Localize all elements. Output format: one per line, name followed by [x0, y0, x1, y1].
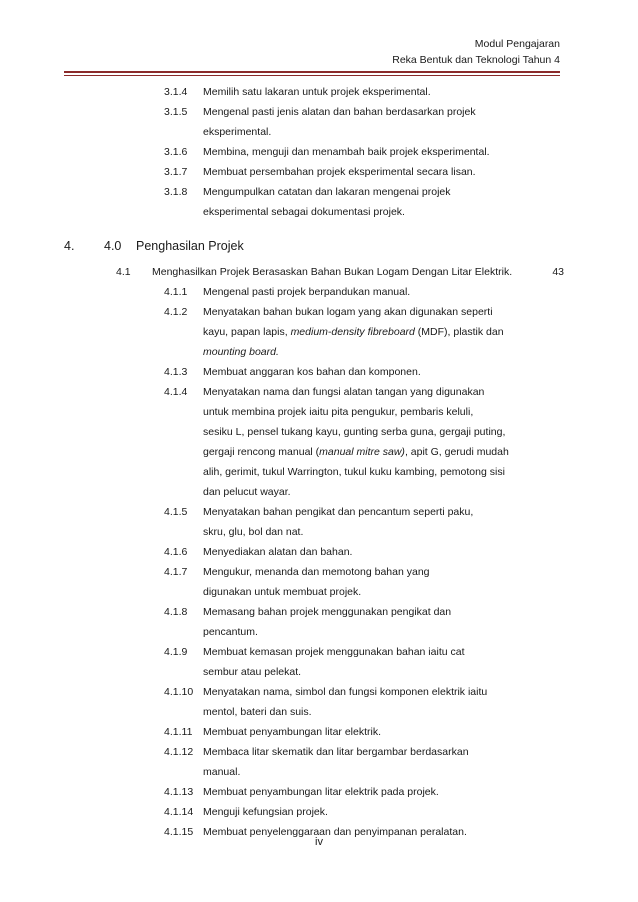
item-text-part: (MDF), plastik dan [414, 326, 504, 338]
item-text [203, 322, 543, 342]
item-number: 4.1.2 [164, 306, 188, 318]
item-text: Memilih satu lakaran untuk projek eksperimental. [203, 86, 431, 98]
item-text: Menyatakan nama, simbol dan fungsi komponen elektrik iaitu [203, 686, 488, 698]
item-number: 4.1.15 [164, 826, 194, 838]
item-text: Membuat penyelenggaraan dan penyimpanan peralatan. [203, 826, 467, 838]
item-text: manual. [203, 766, 241, 778]
item-number: 3.1.5 [164, 106, 188, 118]
toc-content [0, 82, 638, 842]
item-text: Membuat persembahan projek eksperimental secara lisan. [203, 166, 476, 178]
header-rule-thin [64, 75, 560, 76]
item-number: 4.1.7 [164, 566, 188, 578]
toc-item [0, 282, 638, 302]
toc-item [0, 722, 638, 742]
item-text [203, 342, 543, 362]
toc-item [0, 682, 638, 722]
item-text: Mengumpulkan catatan dan lakaran mengenai projek [203, 186, 451, 198]
toc-item [0, 382, 638, 502]
item-text-italic: medium-density fibreboard [290, 326, 415, 338]
item-text: untuk membina projek iaitu pita pengukur, pembaris keluli, [203, 406, 474, 418]
item-number: 4.1.1 [164, 286, 188, 298]
toc-item [0, 802, 638, 822]
item-text: Mengenal pasti projek berpandukan manual. [203, 286, 411, 298]
item-text: Membuat kemasan projek menggunakan bahan iaitu cat [203, 646, 465, 658]
item-text: digunakan untuk membuat projek. [203, 586, 362, 598]
toc-item [0, 542, 638, 562]
toc-item [0, 102, 638, 142]
subsection-heading [0, 262, 638, 282]
item-text: Menyatakan nama dan fungsi alatan tangan yang digunakan [203, 386, 485, 398]
item-text: Membuat anggaran kos bahan dan komponen. [203, 366, 421, 378]
item-text: Menguji kefungsian projek. [203, 806, 328, 818]
toc-item [0, 782, 638, 802]
toc-item [0, 302, 638, 362]
header-module-title: Modul Pengajaran [474, 38, 560, 50]
item-number: 4.1.14 [164, 806, 194, 818]
item-number: 4.1.12 [164, 746, 194, 758]
header-rule [64, 71, 560, 73]
item-number: 4.1.5 [164, 506, 188, 518]
page-header [392, 36, 560, 68]
toc-item [0, 162, 638, 182]
item-number: 4.1.6 [164, 546, 188, 558]
item-text: Membaca litar skematik dan litar bergambar berdasarkan [203, 746, 469, 758]
toc-item [0, 562, 638, 602]
item-number: 3.1.6 [164, 146, 188, 158]
item-text: Memasang bahan projek menggunakan pengikat dan [203, 606, 452, 618]
toc-item [0, 182, 638, 222]
item-text: dan pelucut wayar. [203, 486, 291, 498]
item-text-part: gergaji rencong manual ( [203, 446, 320, 458]
item-text: Mengenal pasti jenis alatan dan bahan berdasarkan projek [203, 106, 476, 118]
item-number: 3.1.7 [164, 166, 188, 178]
toc-item [0, 742, 638, 782]
section-title: Penghasilan Projek [136, 239, 244, 253]
toc-item [0, 602, 638, 642]
item-text: eksperimental sebagai dokumentasi projek. [203, 206, 405, 218]
subsection-page-number: 43 [552, 266, 564, 278]
item-text: sesiku L, pensel tukang kayu, gunting serba guna, gergaji puting, [203, 426, 506, 438]
section-heading [0, 236, 638, 256]
item-text: skru, glu, bol dan nat. [203, 526, 304, 538]
item-number: 4.1.9 [164, 646, 188, 658]
toc-item [0, 502, 638, 542]
item-text-part: , apit G, gerudi mudah [404, 446, 509, 458]
item-text: Membuat penyambungan litar elektrik pada projek. [203, 786, 439, 798]
section-index: 4. [64, 239, 75, 253]
item-text: Membuat penyambungan litar elektrik. [203, 726, 382, 738]
item-number: 3.1.8 [164, 186, 188, 198]
item-number: 3.1.4 [164, 86, 188, 98]
item-text: alih, gerimit, tukul Warrington, tukul kuku kambing, pemotong sisi [203, 466, 505, 478]
toc-item [0, 642, 638, 682]
item-number: 4.1.10 [164, 686, 194, 698]
item-text: Mengukur, menanda dan memotong bahan yang [203, 566, 430, 578]
toc-item [0, 142, 638, 162]
toc-item [0, 362, 638, 382]
item-text-part: kayu, papan lapis, [203, 326, 291, 338]
item-number: 4.1.8 [164, 606, 188, 618]
item-number: 4.1.4 [164, 386, 188, 398]
item-text-italic: mounting board. [203, 346, 279, 358]
item-text [203, 442, 543, 462]
item-text-italic: manual mitre saw) [319, 446, 405, 458]
item-text: eksperimental. [203, 126, 272, 138]
toc-item [0, 82, 638, 102]
subsection-title: Menghasilkan Projek Berasaskan Bahan Bukan Logam Dengan Litar Elektrik. [152, 266, 513, 278]
item-text: Membina, menguji dan menambah baik projek eksperimental. [203, 146, 490, 158]
item-text: mentol, bateri dan suis. [203, 706, 312, 718]
item-number: 4.1.3 [164, 366, 188, 378]
item-text: pencantum. [203, 626, 258, 638]
item-number: 4.1.13 [164, 786, 194, 798]
page-number: iv [315, 836, 323, 848]
item-number: 4.1.11 [164, 726, 193, 738]
item-text: Menyatakan bahan pengikat dan pencantum seperti paku, [203, 506, 474, 518]
section-number: 4.0 [104, 239, 122, 253]
item-text: Menyatakan bahan bukan logam yang akan digunakan seperti [203, 306, 493, 318]
header-subject-title: Reka Bentuk dan Teknologi Tahun 4 [392, 54, 560, 66]
subsection-number: 4.1 [116, 266, 131, 278]
item-text: Menyediakan alatan dan bahan. [203, 546, 353, 558]
item-text: sembur atau pelekat. [203, 666, 302, 678]
